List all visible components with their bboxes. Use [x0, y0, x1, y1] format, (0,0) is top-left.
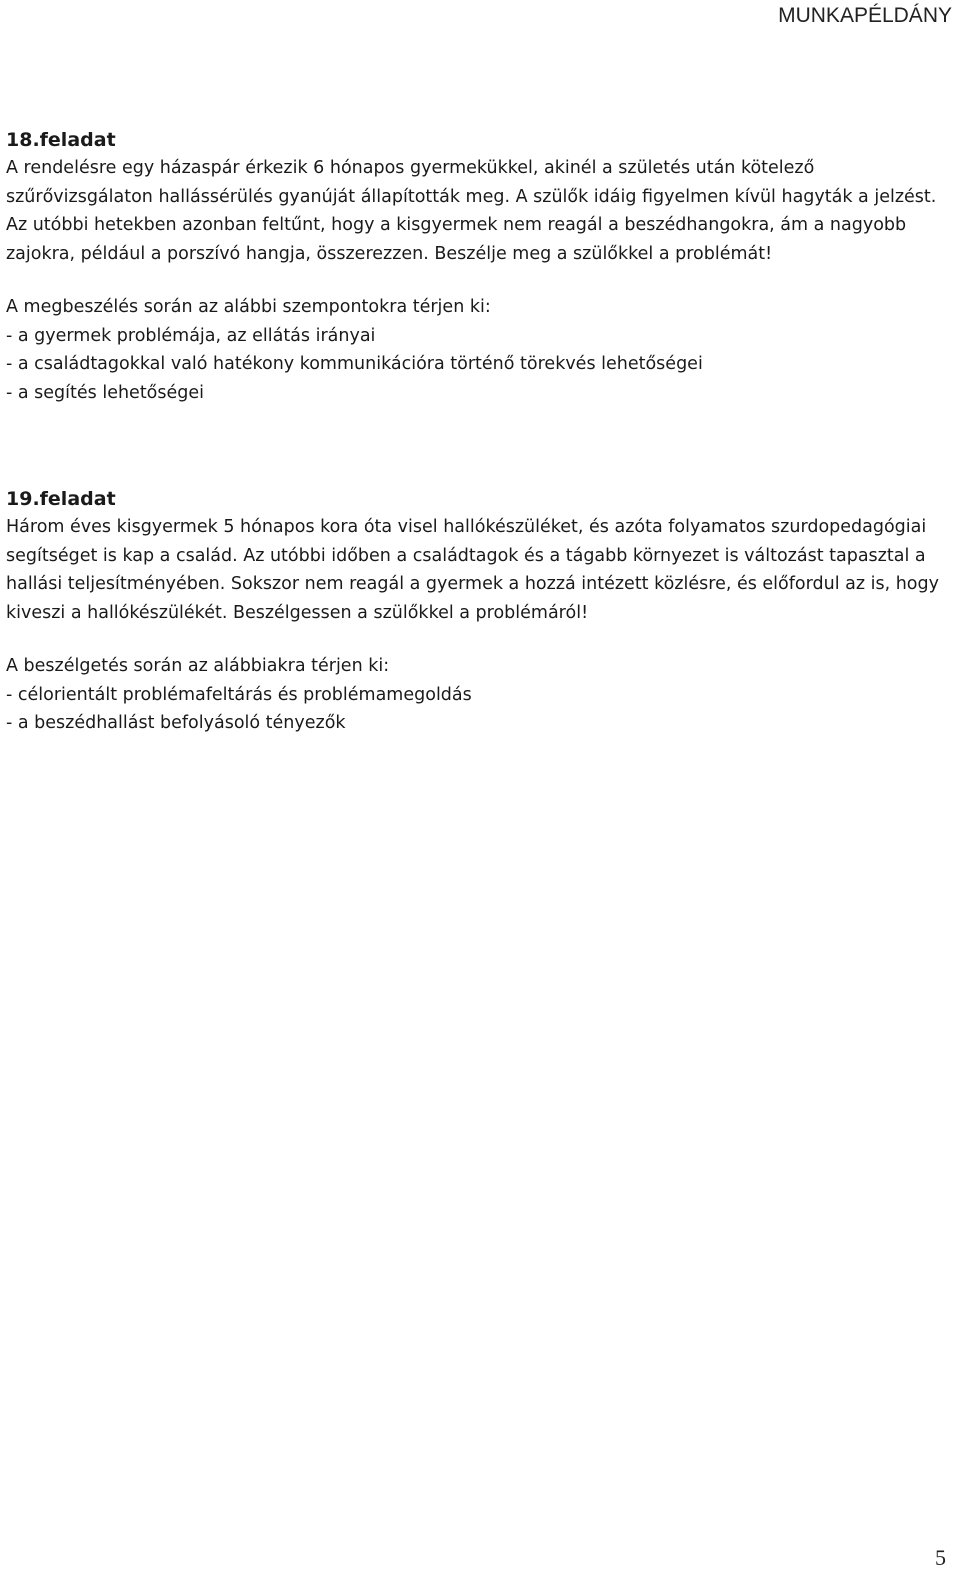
task-18-intro: A megbeszélés során az alábbi szempontokra térjen ki: — [6, 297, 491, 317]
task-18-description: A rendelésre egy házaspár érkezik 6 hónapos gyermekükkel, akinél a születés után kötelező szűrővizsgálaton hallássérülés gyanúját állapították meg. A szülők idáig figyelmen kívül hagyták a jelzést. Az utóbbi hetekben azonban feltűnt, hogy a kisgyermek nem reagál a beszédhangokra, ám a nagyobb zajokra, például a porszívó hangja, összerezzen. Beszélje meg a szülőkkel a problémát! — [6, 158, 937, 264]
page-number: 5 — [935, 1545, 946, 1570]
spacer — [6, 627, 954, 652]
document-header-label: MUNKAPÉLDÁNY — [778, 4, 952, 27]
task-19-intro: A beszélgetés során az alábbiakra térjen ki: — [6, 656, 390, 676]
task-19-description: Három éves kisgyermek 5 hónapos kora óta visel hallókészüléket, és azóta folyamatos szurdopedagógiai segítséget is kap a család. Az utóbbi időben a családtagok és a tágabb környezet is változást tapasztal a hallási teljesítményében. Sokszor nem reagál a gyermek a hozzá intézett közlésre, és előfordul az is, hogy kiveszi a hallókészülékét. Beszélgessen a szülőkkel a problémáról! — [6, 517, 939, 623]
task-18-point: - a segítés lehetőségei — [6, 382, 205, 403]
task-18-section — [6, 126, 954, 407]
task-18-point: - a gyermek problémája, az ellátás irányai — [6, 325, 376, 346]
task-18-point: - a családtagokkal való hatékony kommunikációra történő törekvés lehetőségei — [6, 354, 703, 374]
task-19-point: - célorientált problémafeltárás és problémamegoldás — [6, 684, 472, 705]
task-18-title: 18.feladat — [6, 129, 116, 151]
task-19-title: 19.feladat — [6, 488, 116, 510]
spacer — [6, 268, 954, 293]
task-19-point: - a beszédhallást befolyásoló tényezők — [6, 713, 346, 733]
task-19-section — [6, 485, 954, 738]
